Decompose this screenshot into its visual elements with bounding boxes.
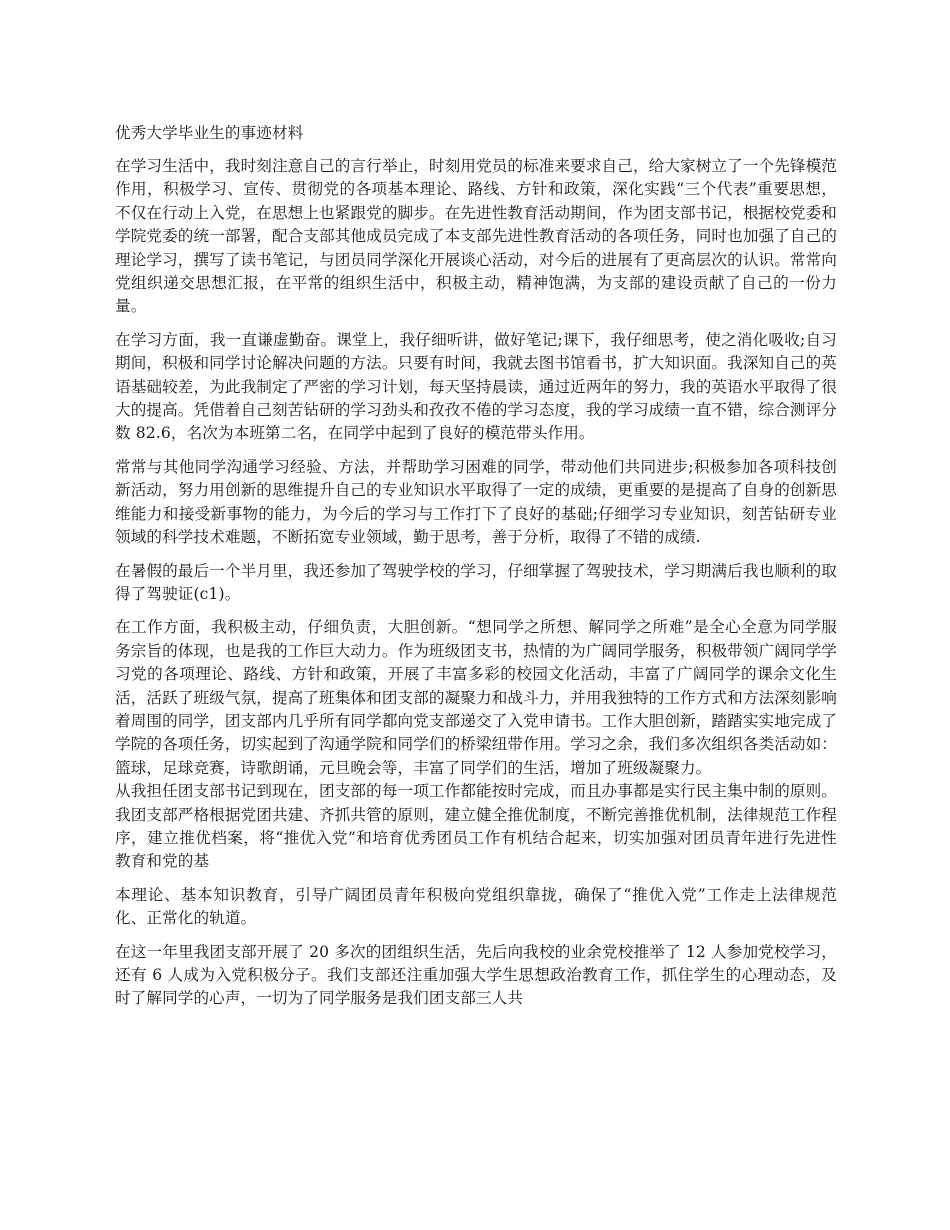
paragraph-academic-study: 在学习方面，我一直谦虚勤奋。课堂上，我仔细听讲，做好笔记;课下，我仔细思考，使之消化吸收;自习期间，积极和同学讨论解决问题的方法。只要有时间，我就去图书馆看书，扩大知识面。我深知自己的英语基础较差，为此我制定了严密的学习计划，每天坚持晨读，通过近两年的努力，我的英语水平取得了很大的提高。凭借着自己刻苦钻研的学习劲头和孜孜不倦的学习态度，我的学习成绩一直不错，综合测评分数 82.6，名次为本班第二名，在同学中起到了良好的模范带头作用。 (115, 330, 837, 443)
paragraph-peer-help: 常常与其他同学沟通学习经验、方法，并帮助学习困难的同学，带动他们共同进步;积极参加各项科技创新活动，努力用创新的思维提升自己的专业知识水平取得了一定的成绩，更重要的是提高了自身的创新思维能力和接受新事物的能力，为今后的学习与工作打下了良好的基础;仔细学习专业知识，刻苦钻研专业领域的科学技术难题，不断拓宽专业领域，勤于思考，善于分析，取得了不错的成绩. (115, 457, 837, 547)
paragraph-theory-education: 本理论、基本知识教育，引导广阔团员青年积极向党组织靠拢，确保了“推优入党”工作走上法律规范化、正常化的轨道。 (115, 885, 837, 928)
paragraph-party-study: 在学习生活中，我时刻注意自己的言行举止，时刻用党员的标准来要求自己，给大家树立了一个先锋模范作用，积极学习、宣传、贯彻党的各项基本理论、路线、方针和政策，深化实践“三个代表”重要思想，不仅在行动上入党，在思想上也紧跟党的脚步。在先进性教育活动期间，作为团支部书记，根据校党委和学院党委的统一部署，配合支部其他成员完成了本支部先进性教育活动的各项任务，同时也加强了自己的理论学习，撰写了读书笔记，与团员同学深化开展谈心活动，对今后的进展有了更高层次的认识。常常向党组织递交思想汇报，在平常的组织生活中，积极主动，精神饱满，为支部的建设贡献了自己的一份力量。 (115, 157, 837, 316)
paragraph-league-secretary: 从我担任团支部书记到现在，团支部的每一项工作都能按时完成，而且办事都是实行民主集中制的原则。我团支部严格根据党团共建、齐抓共管的原则，建立健全推优制度，不断完善推优机制，法律规范工作程序，建立推优档案，将“推优入党”和培育优秀团员工作有机结合起来，切实加强对团员青年进行先进性教育和党的基 (115, 782, 837, 871)
paragraph-driving-license: 在暑假的最后一个半月里，我还参加了驾驶学校的学习，仔细掌握了驾驶技术，学习期满后我也顺利的取得了驾驶证(c1)。 (115, 561, 837, 603)
paragraph-year-activities: 在这一年里我团支部开展了 20 多次的团组织生活，先后向我校的业余党校推举了 12 人参加党校学习，还有 6 人成为入党积极分子。我们支部还注重加强大学生思想政治教育工作，抓住学生的心理动态，及时了解同学的心声，一切为了同学服务是我们团支部三人共 (115, 942, 837, 1008)
paragraph-work: 在工作方面，我积极主动，仔细负责，大胆创新。“想同学之所想、解同学之所难”是全心全意为同学服务宗旨的体现，也是我的工作巨大动力。作为班级团支书，热情的为广阔同学服务，积极带领广阔同学学习党的各项理论、路线、方针和政策，开展了丰富多彩的校园文化活动，丰富了广阔同学的课余文化生活，活跃了班级气氛，提高了班集体和团支部的凝聚力和战斗力，并用我独特的工作方式和方法深刻影响着周围的同学，团支部内几乎所有同学都向党支部递交了入党申请书。工作大胆创新，踏踏实实地完成了学院的各项任务，切实起到了沟通学院和同学们的桥梁纽带作用。学习之余，我们多次组织各类活动如：篮球，足球竞赛，诗歌朗诵，元旦晚会等，丰富了同学们的生活，增加了班级凝聚力。 (115, 618, 837, 777)
document-page (115, 122, 837, 1021)
document-title: 优秀大学毕业生的事迹材料 (115, 124, 304, 142)
